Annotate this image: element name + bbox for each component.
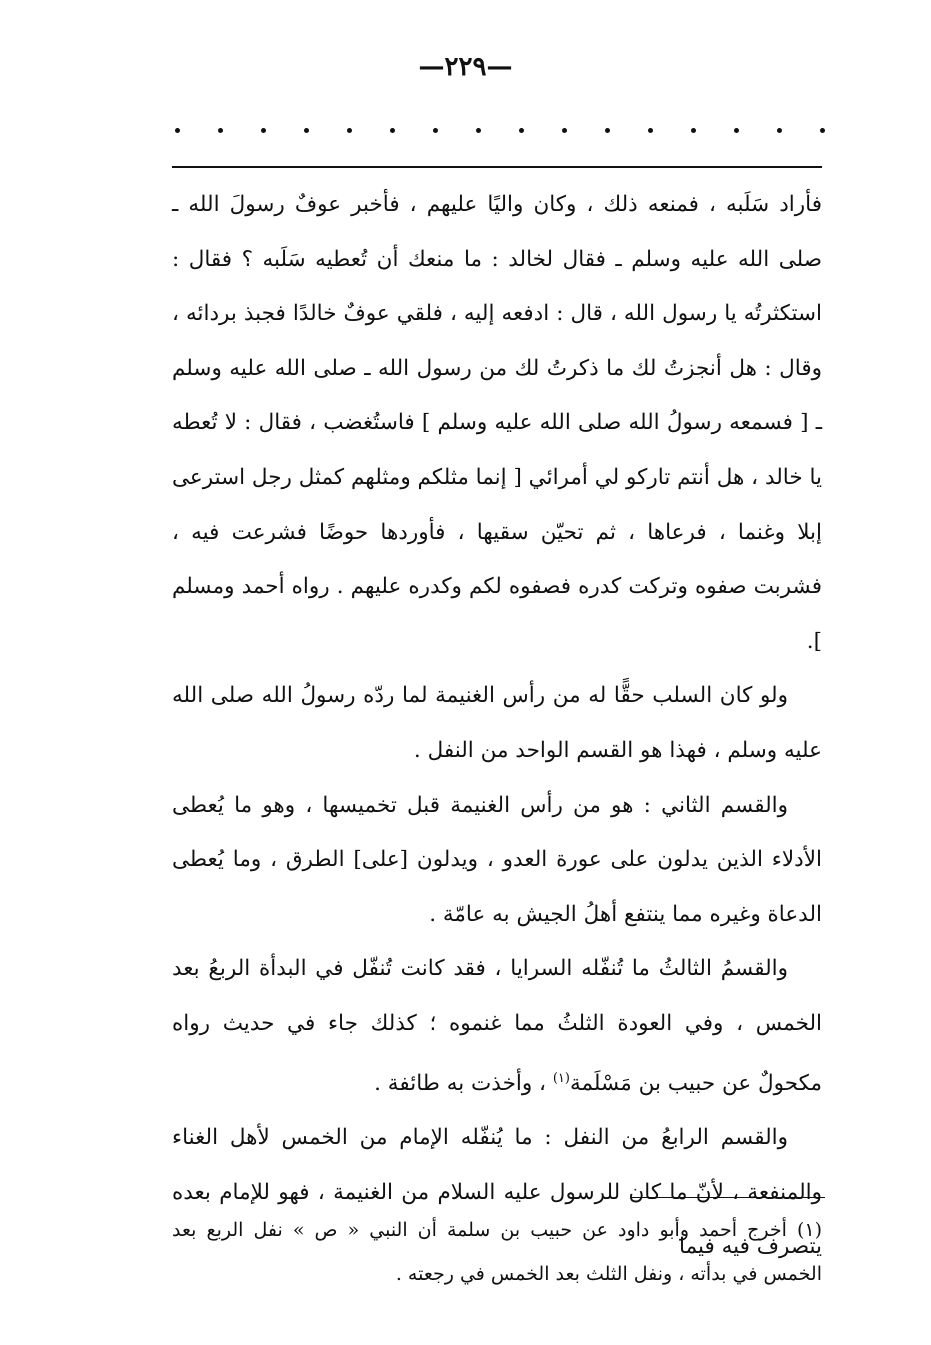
header-rule [172,166,822,168]
ornament-dot [175,128,180,133]
footnote-reference: (١) [552,1070,570,1086]
ornament-dot [648,128,653,133]
ornament-dot [347,128,352,133]
paragraph-text: ، وأخذت به طائفة . [374,1070,553,1096]
ornamental-dot-row [175,128,825,133]
ornament-dot [519,128,524,133]
ornament-dot [820,128,825,133]
ornament-dot [562,128,567,133]
footnote [172,1208,822,1296]
ornament-dot [605,128,610,133]
footnote-rule [630,1197,825,1198]
ornament-dot [433,128,438,133]
ornament-dot [476,128,481,133]
paragraph [172,942,822,1111]
paragraph: والقسم الرابعُ من النفل : ما يُنفّله الإمام من الخمس لأهل الغناء والمنفعة ، لأنّ ما كان للرسول عليه السلام من الغنيمة ، فهو للإمام بعده يتصرف فيه فيما [172,1125,822,1260]
ornament-dot [304,128,309,133]
ornament-dot [691,128,696,133]
paragraph: ولو كان السلب حقًّا له من رأس الغنيمة لما ردّه رسولُ الله صلى الله عليه وسلم ، فهذا هو القسم الواحد من النفل . [172,683,822,763]
paragraph-continuation: فأراد سَلَبه ، فمنعه ذلك ، وكان واليًا عليهم ، فأخبر عوفٌ رسولَ الله ـ صلى الله عليه وسلم ـ فقال لخالد : ما منعك أن تُعطيه سَلَبه ؟ فقال : استكثرتُه يا رسول الله ، قال : ادفعه إليه ، فلقي عوفٌ خالدًا فجبذ بردائه ، وقال : هل أنجزتُ لك ما ذكرتُ لك من رسول الله ـ صلى الله عليه وسلم ـ [ فسمعه رسولُ الله صلى الله عليه وسلم ] فاستُغضب ، فقال : لا تُعطه يا خالد ، هل أنتم تاركو لي أمرائي [ إنما مثلكم ومثلهم كمثل رجل استرعى إبلا وغنما ، فرعاها ، ثم تحيّن سقيها ، فأوردها حوضًا فشرعت فيه ، فشربت صفوه وتركت كدره فصفوه لكم وكدره عليهم . رواه أحمد ومسلم ]. [172,192,822,654]
ornament-dot [261,128,266,133]
ornament-dot [390,128,395,133]
paragraph: والقسم الثاني : هو من رأس الغنيمة قبل تخميسها ، وهو ما يُعطى الأدلاء الذين يدلون على عورة العدو ، ويدلون [على] الطرق ، وما يُعطى الدعاة وغيره مما ينتفع أهلُ الجيش به عامّة . [172,792,822,927]
page-number: —٢٢٩— [418,52,513,82]
ornament-dot [734,128,739,133]
ornament-dot [777,128,782,133]
paragraph-text: والقسمُ الثالثُ ما تُنفّله السرايا ، فقد كانت تُنفّل في البدأة الربعُ بعد الخمس ، وفي العودة الثلثُ مما غنموه ؛ كذلك جاء في حديث رواه مكحولٌ عن حبيب بن مَسْلَمة [172,956,822,1096]
main-text [172,178,822,1275]
footnote-text: (١) أخرج أحمد وأبو داود عن حبيب بن سلمة أن النبي « ص » نفل الربع بعد الخمس في بدأته ، ونفل الثلث بعد الخمس في رجعته . [172,1219,822,1285]
ornament-dot [218,128,223,133]
